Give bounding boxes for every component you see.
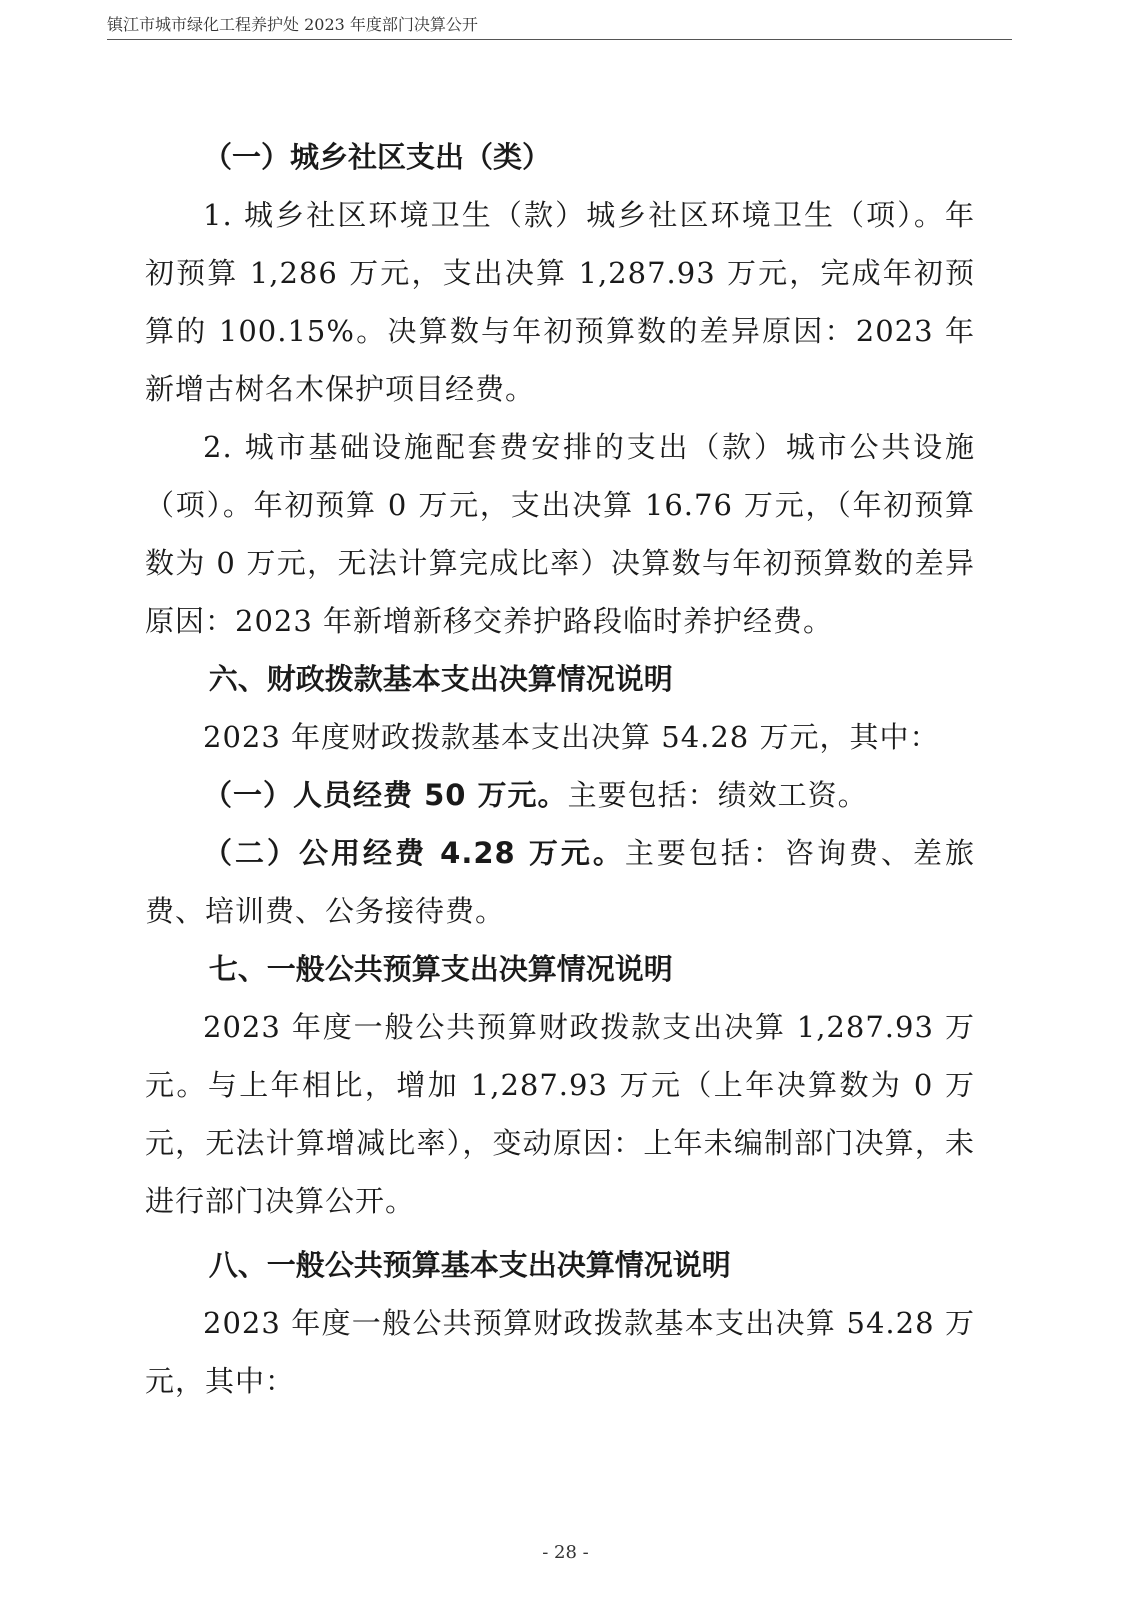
item-public-rest: 主要包括：咨询费、差旅费、培训费、公务接待费。	[145, 836, 975, 928]
document-body	[145, 128, 975, 1410]
paragraph-environment-sanitation: 1. 城乡社区环境卫生（款）城乡社区环境卫生（项）。年初预算 1,286 万元，支出决算 1,287.93 万元，完成年初预算的 100.15%。决算数与年初预算数的差异原因：2023 年新增古树名木保护项目经费。	[145, 198, 975, 406]
item-personnel-lead: （一）人员经费 50 万元。	[203, 778, 568, 812]
page-number: - 28 -	[542, 1542, 589, 1563]
item-personnel-rest: 主要包括：绩效工资。	[567, 778, 868, 812]
paragraph-general-budget: 2023 年度一般公共预算财政拨款支出决算 1,287.93 万元。与上年相比，增加 1,287.93 万元（上年决算数为 0 万元，无法计算增减比率），变动原因：上年未编制部门决算，未进行部门决算公开。	[145, 1010, 975, 1218]
item-public-lead: （二）公用经费 4.28 万元。	[203, 836, 625, 870]
section-heading-8: 八、一般公共预算基本支出决算情况说明	[208, 1248, 731, 1282]
section-heading-7: 七、一般公共预算支出决算情况说明	[208, 952, 673, 986]
paragraph-infrastructure: 2. 城市基础设施配套费安排的支出（款）城市公共设施（项）。年初预算 0 万元，支出决算 16.76 万元，（年初预算数为 0 万元，无法计算完成比率）决算数与年初预算数的差异原因：2023 年新增新移交养护路段临时养护经费。	[145, 430, 975, 638]
paragraph-general-basic: 2023 年度一般公共预算财政拨款基本支出决算 54.28 万元，其中：	[145, 1306, 975, 1398]
section-heading-urban-rural: （一）城乡社区支出（类）	[203, 140, 552, 174]
section-heading-6: 六、财政拨款基本支出决算情况说明	[208, 662, 673, 696]
item-public-expense	[145, 824, 975, 940]
item-personnel-expense	[145, 766, 975, 824]
paragraph-basic-expenditure: 2023 年度财政拨款基本支出决算 54.28 万元，其中：	[203, 720, 940, 754]
document-header: 镇江市城市绿化工程养护处 2023 年度部门决算公开	[107, 14, 1012, 40]
